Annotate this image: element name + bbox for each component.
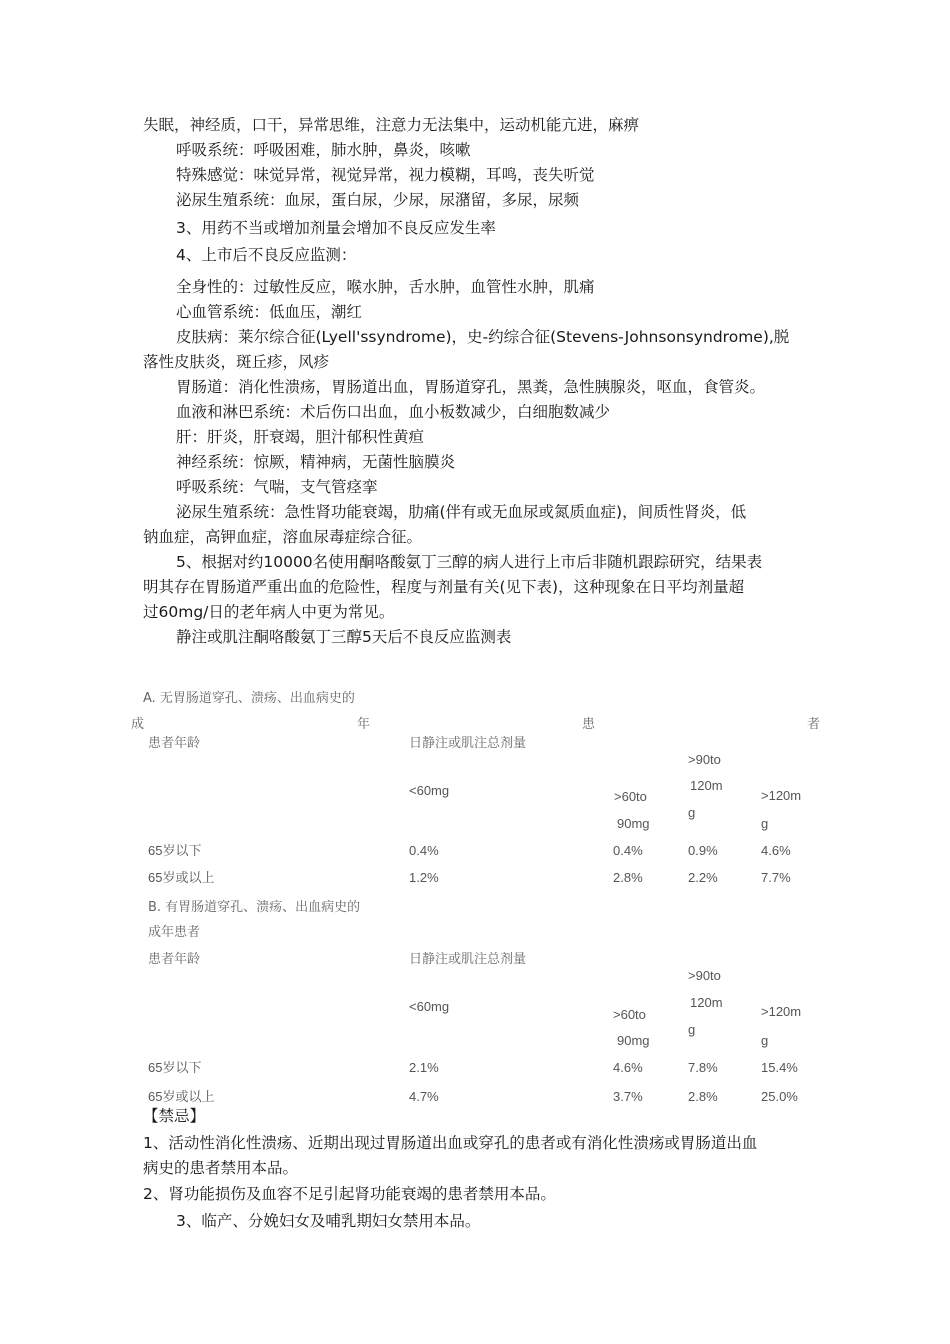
text-line: 病史的患者禁用本品。 bbox=[143, 1159, 299, 1177]
column-header-age: 患者年龄 bbox=[148, 952, 201, 967]
table-cell: 0.4% bbox=[409, 843, 439, 858]
text-line: 失眠，神经质，口干，异常思维，注意力无法集中，运动机能亢进，麻痹 bbox=[143, 116, 640, 134]
table-caption: 静注或肌注酮咯酸氨丁三醇5天后不良反应监测表 bbox=[176, 628, 512, 646]
dose-header: <60mg bbox=[409, 783, 450, 798]
table-cell: 2.1% bbox=[409, 1060, 439, 1075]
text-line: 3、临产、分娩妇女及哺乳期妇女禁用本品。 bbox=[176, 1212, 481, 1230]
text-line: 3、用药不当或增加剂量会增加不良反应发生率 bbox=[176, 219, 496, 237]
text-line: 胃肠道：消化性溃疡，胃肠道出血，胃肠道穿孔，黑粪，急性胰腺炎，呕血，食管炎。 bbox=[176, 378, 766, 396]
dose-header: >60to bbox=[614, 789, 647, 804]
table-cell: 3.7% bbox=[613, 1089, 643, 1104]
column-header-dose: 日静注或肌注总剂量 bbox=[409, 952, 527, 967]
table-cell: 1.2% bbox=[409, 870, 439, 885]
dose-header: >90to bbox=[688, 752, 721, 767]
table-a-subtitle-char: 年 bbox=[357, 717, 371, 732]
text-line: 全身性的：过敏性反应，喉水肿，舌水肿，血管性水肿，肌痛 bbox=[176, 278, 595, 296]
text-line: 心血管系统：低血压，潮红 bbox=[176, 303, 363, 321]
table-a-title: A. 无胃肠道穿孔、溃疡、出血病史的 bbox=[143, 691, 355, 706]
table-cell-age: 65岁或以上 bbox=[148, 1089, 215, 1104]
table-cell: 15.4% bbox=[761, 1060, 798, 1075]
dose-header: >90to bbox=[688, 968, 721, 983]
dose-header: >120m bbox=[761, 788, 802, 803]
table-cell: 2.8% bbox=[688, 1089, 718, 1104]
table-cell-age: 65岁以下 bbox=[148, 843, 202, 858]
text-line: 2、肾功能损伤及血容不足引起肾功能衰竭的患者禁用本品。 bbox=[143, 1185, 556, 1203]
table-cell: 4.6% bbox=[761, 843, 791, 858]
dose-header: >120m bbox=[761, 1004, 802, 1019]
table-a-subtitle-char: 成 bbox=[131, 717, 145, 732]
table-cell-age: 65岁以下 bbox=[148, 1060, 202, 1075]
table-b-title: 成年患者 bbox=[148, 925, 201, 940]
table-cell: 2.8% bbox=[613, 870, 643, 885]
dose-header: >60to bbox=[613, 1007, 646, 1022]
dose-header: g bbox=[761, 1033, 769, 1048]
dose-header: 90mg bbox=[617, 816, 650, 831]
table-b-title: B. 有胃肠道穿孔、溃疡、出血病史的 bbox=[148, 900, 361, 915]
dose-header: 90mg bbox=[617, 1033, 650, 1048]
table-cell: 4.7% bbox=[409, 1089, 439, 1104]
text-line: 钠血症，高钾血症，溶血尿毒症综合征。 bbox=[143, 528, 423, 546]
text-line: 皮肤病：莱尔综合征(Lyell'ssyndrome)，史-约综合征(Stevens-Johnsonsyndrome),脱 bbox=[176, 328, 790, 346]
text-line: 肝：肝炎，肝衰竭，胆汁郁积性黄疸 bbox=[176, 428, 425, 446]
dose-header: 120m bbox=[690, 778, 723, 793]
text-line: 特殊感觉：味觉异常，视觉异常，视力模糊，耳鸣，丧失听觉 bbox=[176, 166, 595, 184]
text-line: 明其存在胃肠道严重出血的危险性，程度与剂量有关(见下表)，这种现象在日平均剂量超 bbox=[143, 578, 745, 596]
text-line: 过60mg/日的老年病人中更为常见。 bbox=[143, 603, 395, 621]
section-heading-contraindications: 【禁忌】 bbox=[143, 1107, 206, 1125]
text-line: 神经系统：惊厥，精神病，无菌性脑膜炎 bbox=[176, 453, 456, 471]
table-cell: 0.4% bbox=[613, 843, 643, 858]
column-header-dose: 日静注或肌注总剂量 bbox=[409, 736, 527, 751]
table-cell: 2.2% bbox=[688, 870, 718, 885]
text-line: 血液和淋巴系统：术后伤口出血，血小板数减少，白细胞数减少 bbox=[176, 403, 611, 421]
text-line: 落性皮肤炎，斑丘疹，风疹 bbox=[143, 353, 330, 371]
text-line: 泌尿生殖系统：急性肾功能衰竭，肋痛(伴有或无血尿或氮质血症)，间质性肾炎，低 bbox=[176, 503, 747, 521]
text-line: 4、上市后不良反应监测： bbox=[176, 246, 357, 264]
table-cell: 0.9% bbox=[688, 843, 718, 858]
dose-header: g bbox=[688, 805, 696, 820]
table-cell: 25.0% bbox=[761, 1089, 798, 1104]
text-line: 5、根据对约10000名使用酮咯酸氨丁三醇的病人进行上市后非随机跟踪研究，结果表 bbox=[176, 553, 763, 571]
column-header-age: 患者年龄 bbox=[148, 736, 201, 751]
table-a-subtitle-char: 者 bbox=[807, 717, 821, 732]
dose-header: g bbox=[761, 816, 769, 831]
table-a-subtitle-char: 患 bbox=[582, 717, 596, 732]
dose-header: <60mg bbox=[409, 999, 450, 1014]
table-cell-age: 65岁或以上 bbox=[148, 870, 215, 885]
text-line: 1、活动性消化性溃疡、近期出现过胃肠道出血或穿孔的患者或有消化性溃疡或胃肠道出血 bbox=[143, 1134, 758, 1152]
table-cell: 7.7% bbox=[761, 870, 791, 885]
dose-header: 120m bbox=[690, 995, 723, 1010]
text-line: 呼吸系统：气喘，支气管痉挛 bbox=[176, 478, 378, 496]
dose-header: g bbox=[688, 1022, 696, 1037]
table-cell: 4.6% bbox=[613, 1060, 643, 1075]
text-line: 泌尿生殖系统：血尿，蛋白尿，少尿，尿潴留，多尿，尿频 bbox=[176, 191, 580, 209]
table-cell: 7.8% bbox=[688, 1060, 718, 1075]
text-line: 呼吸系统：呼吸困难，肺水肿，鼻炎，咳嗽 bbox=[176, 141, 471, 159]
